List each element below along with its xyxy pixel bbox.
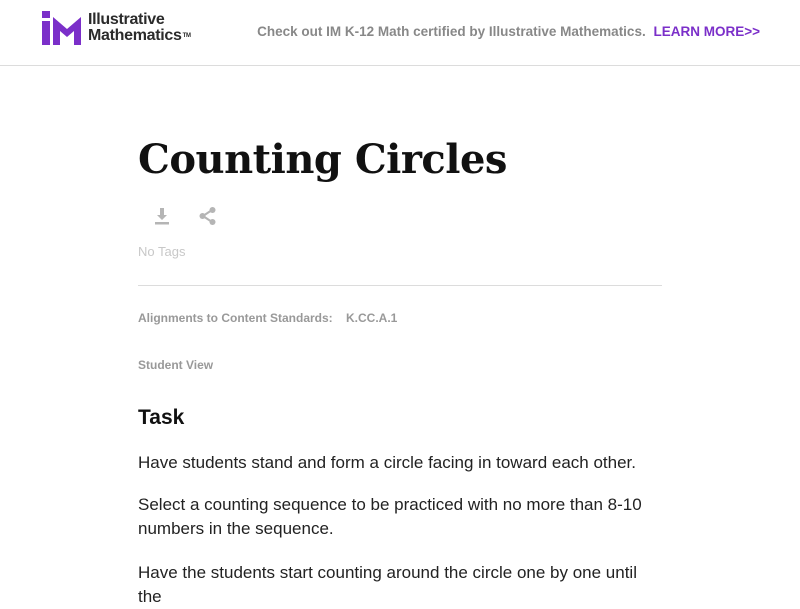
im-logo-mark xyxy=(40,11,82,45)
download-button[interactable] xyxy=(152,206,172,226)
page-title: Counting Circles xyxy=(138,136,507,183)
share-icon xyxy=(198,206,218,226)
standard-link[interactable]: K.CC.A.1 xyxy=(346,311,398,325)
task-paragraph: Have the students start counting around the circle one by one until the xyxy=(138,563,637,606)
task-paragraph: Have students stand and form a circle facing in toward each other. xyxy=(138,453,636,472)
task-heading: Task xyxy=(138,406,185,429)
alignments-label: Alignments to Content Standards: xyxy=(138,311,333,325)
promo-banner xyxy=(257,24,760,39)
logo-line2: Mathematics xyxy=(88,27,182,44)
im-logo-text xyxy=(88,12,191,44)
logo-line1: Illustrative xyxy=(88,11,165,28)
share-button[interactable] xyxy=(198,206,218,226)
task-paragraph: Select a counting sequence to be practiced with no more than 8-10 numbers in the sequence. xyxy=(138,495,642,538)
download-icon xyxy=(152,206,172,226)
top-header xyxy=(0,0,800,66)
section-divider xyxy=(138,285,662,286)
learn-more-link[interactable]: LEARN MORE>> xyxy=(653,24,760,39)
logo-trademark: TM xyxy=(182,33,191,39)
alignments-row xyxy=(138,311,397,325)
im-logo[interactable] xyxy=(40,10,191,46)
tags-label: No Tags xyxy=(138,244,186,259)
promo-text: Check out IM K-12 Math certified by Illustrative Mathematics. xyxy=(257,24,646,39)
student-view-link[interactable]: Student View xyxy=(138,358,214,372)
action-buttons xyxy=(152,206,218,226)
